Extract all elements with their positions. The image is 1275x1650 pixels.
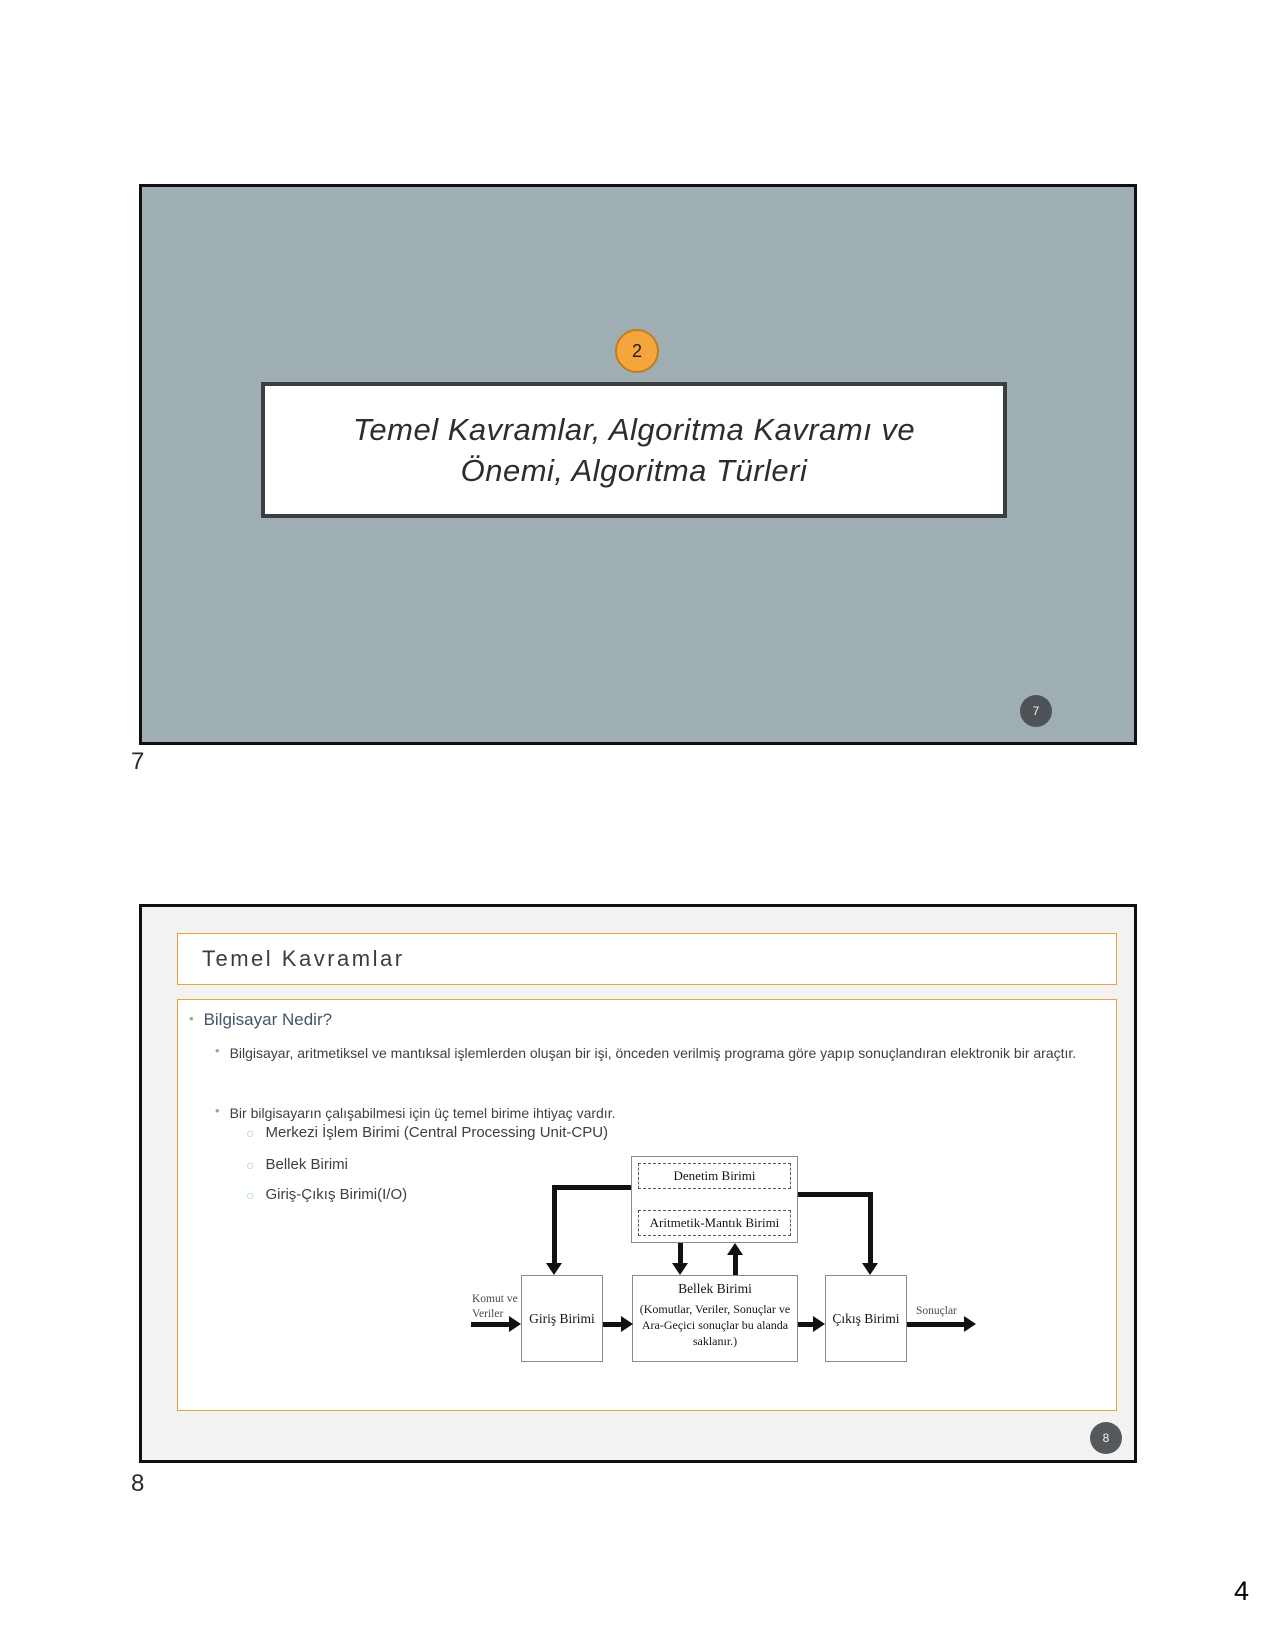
bullet-question bbox=[189, 1009, 332, 1031]
slide-header-title: Temel Kavramlar bbox=[202, 946, 405, 971]
chapter-number-badge bbox=[615, 329, 659, 373]
requirement-text: Bir bilgisayarın çalışabilmesi için üç temel birime ihtiyaç vardır. bbox=[229, 1105, 616, 1121]
bullet-dot-icon: • bbox=[215, 1043, 220, 1058]
alu-label: Aritmetik-Mantık Birimi bbox=[649, 1215, 780, 1230]
unit-cpu-text: Merkezi İşlem Birimi (Central Processing Unit-CPU) bbox=[265, 1124, 609, 1141]
output-flow-label: Sonuçlar bbox=[916, 1305, 957, 1317]
page-footer-number: 4 bbox=[1234, 1576, 1250, 1606]
circle-bullet-icon: ○ bbox=[246, 1157, 255, 1173]
list-item-cpu bbox=[246, 1123, 608, 1143]
slide-number-badge bbox=[1020, 695, 1052, 727]
bullet-definition bbox=[215, 1041, 1105, 1066]
slide-7 bbox=[139, 184, 1137, 745]
title-box bbox=[261, 382, 1007, 518]
input-flow-label-line-1: Komut ve bbox=[472, 1293, 518, 1305]
circle-bullet-icon: ○ bbox=[246, 1187, 255, 1203]
chapter-number: 2 bbox=[631, 340, 642, 361]
slide-title-line-1: Temel Kavramlar, Algoritma Kavramı ve bbox=[352, 412, 916, 447]
slide-header-panel bbox=[177, 933, 1117, 985]
bullet-dot-icon: • bbox=[189, 1011, 194, 1026]
list-item-io bbox=[246, 1185, 407, 1205]
slide-8 bbox=[139, 904, 1137, 1463]
unit-io-text: Giriş-Çıkış Birimi(I/O) bbox=[265, 1186, 408, 1203]
slide-title-line-2: Önemi, Algoritma Türleri bbox=[460, 453, 808, 488]
list-item-memory bbox=[246, 1155, 348, 1175]
input-flow-label-line-2: Veriler bbox=[472, 1308, 504, 1320]
output-unit-label: Çıkış Birimi bbox=[832, 1310, 900, 1326]
slide-number: 8 bbox=[1102, 1431, 1110, 1445]
slide-number-badge bbox=[1090, 1422, 1122, 1454]
memory-unit-label: Bellek Birimi bbox=[678, 1281, 752, 1296]
memory-unit-note: (Komutlar, Veriler, Sonuçlar ve Ara-Geçici sonuçlar bu alanda saklanır.) bbox=[639, 1302, 791, 1348]
handout-slide-label-7: 7 bbox=[131, 748, 145, 775]
circle-bullet-icon: ○ bbox=[246, 1125, 255, 1141]
bullet-dot-icon: • bbox=[215, 1103, 220, 1118]
control-unit-label: Denetim Birimi bbox=[673, 1168, 756, 1183]
question-text: Bilgisayar Nedir? bbox=[203, 1010, 333, 1029]
unit-memory-text: Bellek Birimi bbox=[265, 1156, 348, 1173]
input-unit-label: Giriş Birimi bbox=[529, 1310, 595, 1326]
slide-number: 7 bbox=[1032, 704, 1040, 718]
definition-text: Bilgisayar, aritmetiksel ve mantıksal işlemlerden oluşan bir işi, önceden verilmiş programa göre yapıp sonuçlandıran elektronik bir araçtır. bbox=[229, 1045, 1077, 1061]
handout-slide-label-8: 8 bbox=[131, 1470, 145, 1497]
